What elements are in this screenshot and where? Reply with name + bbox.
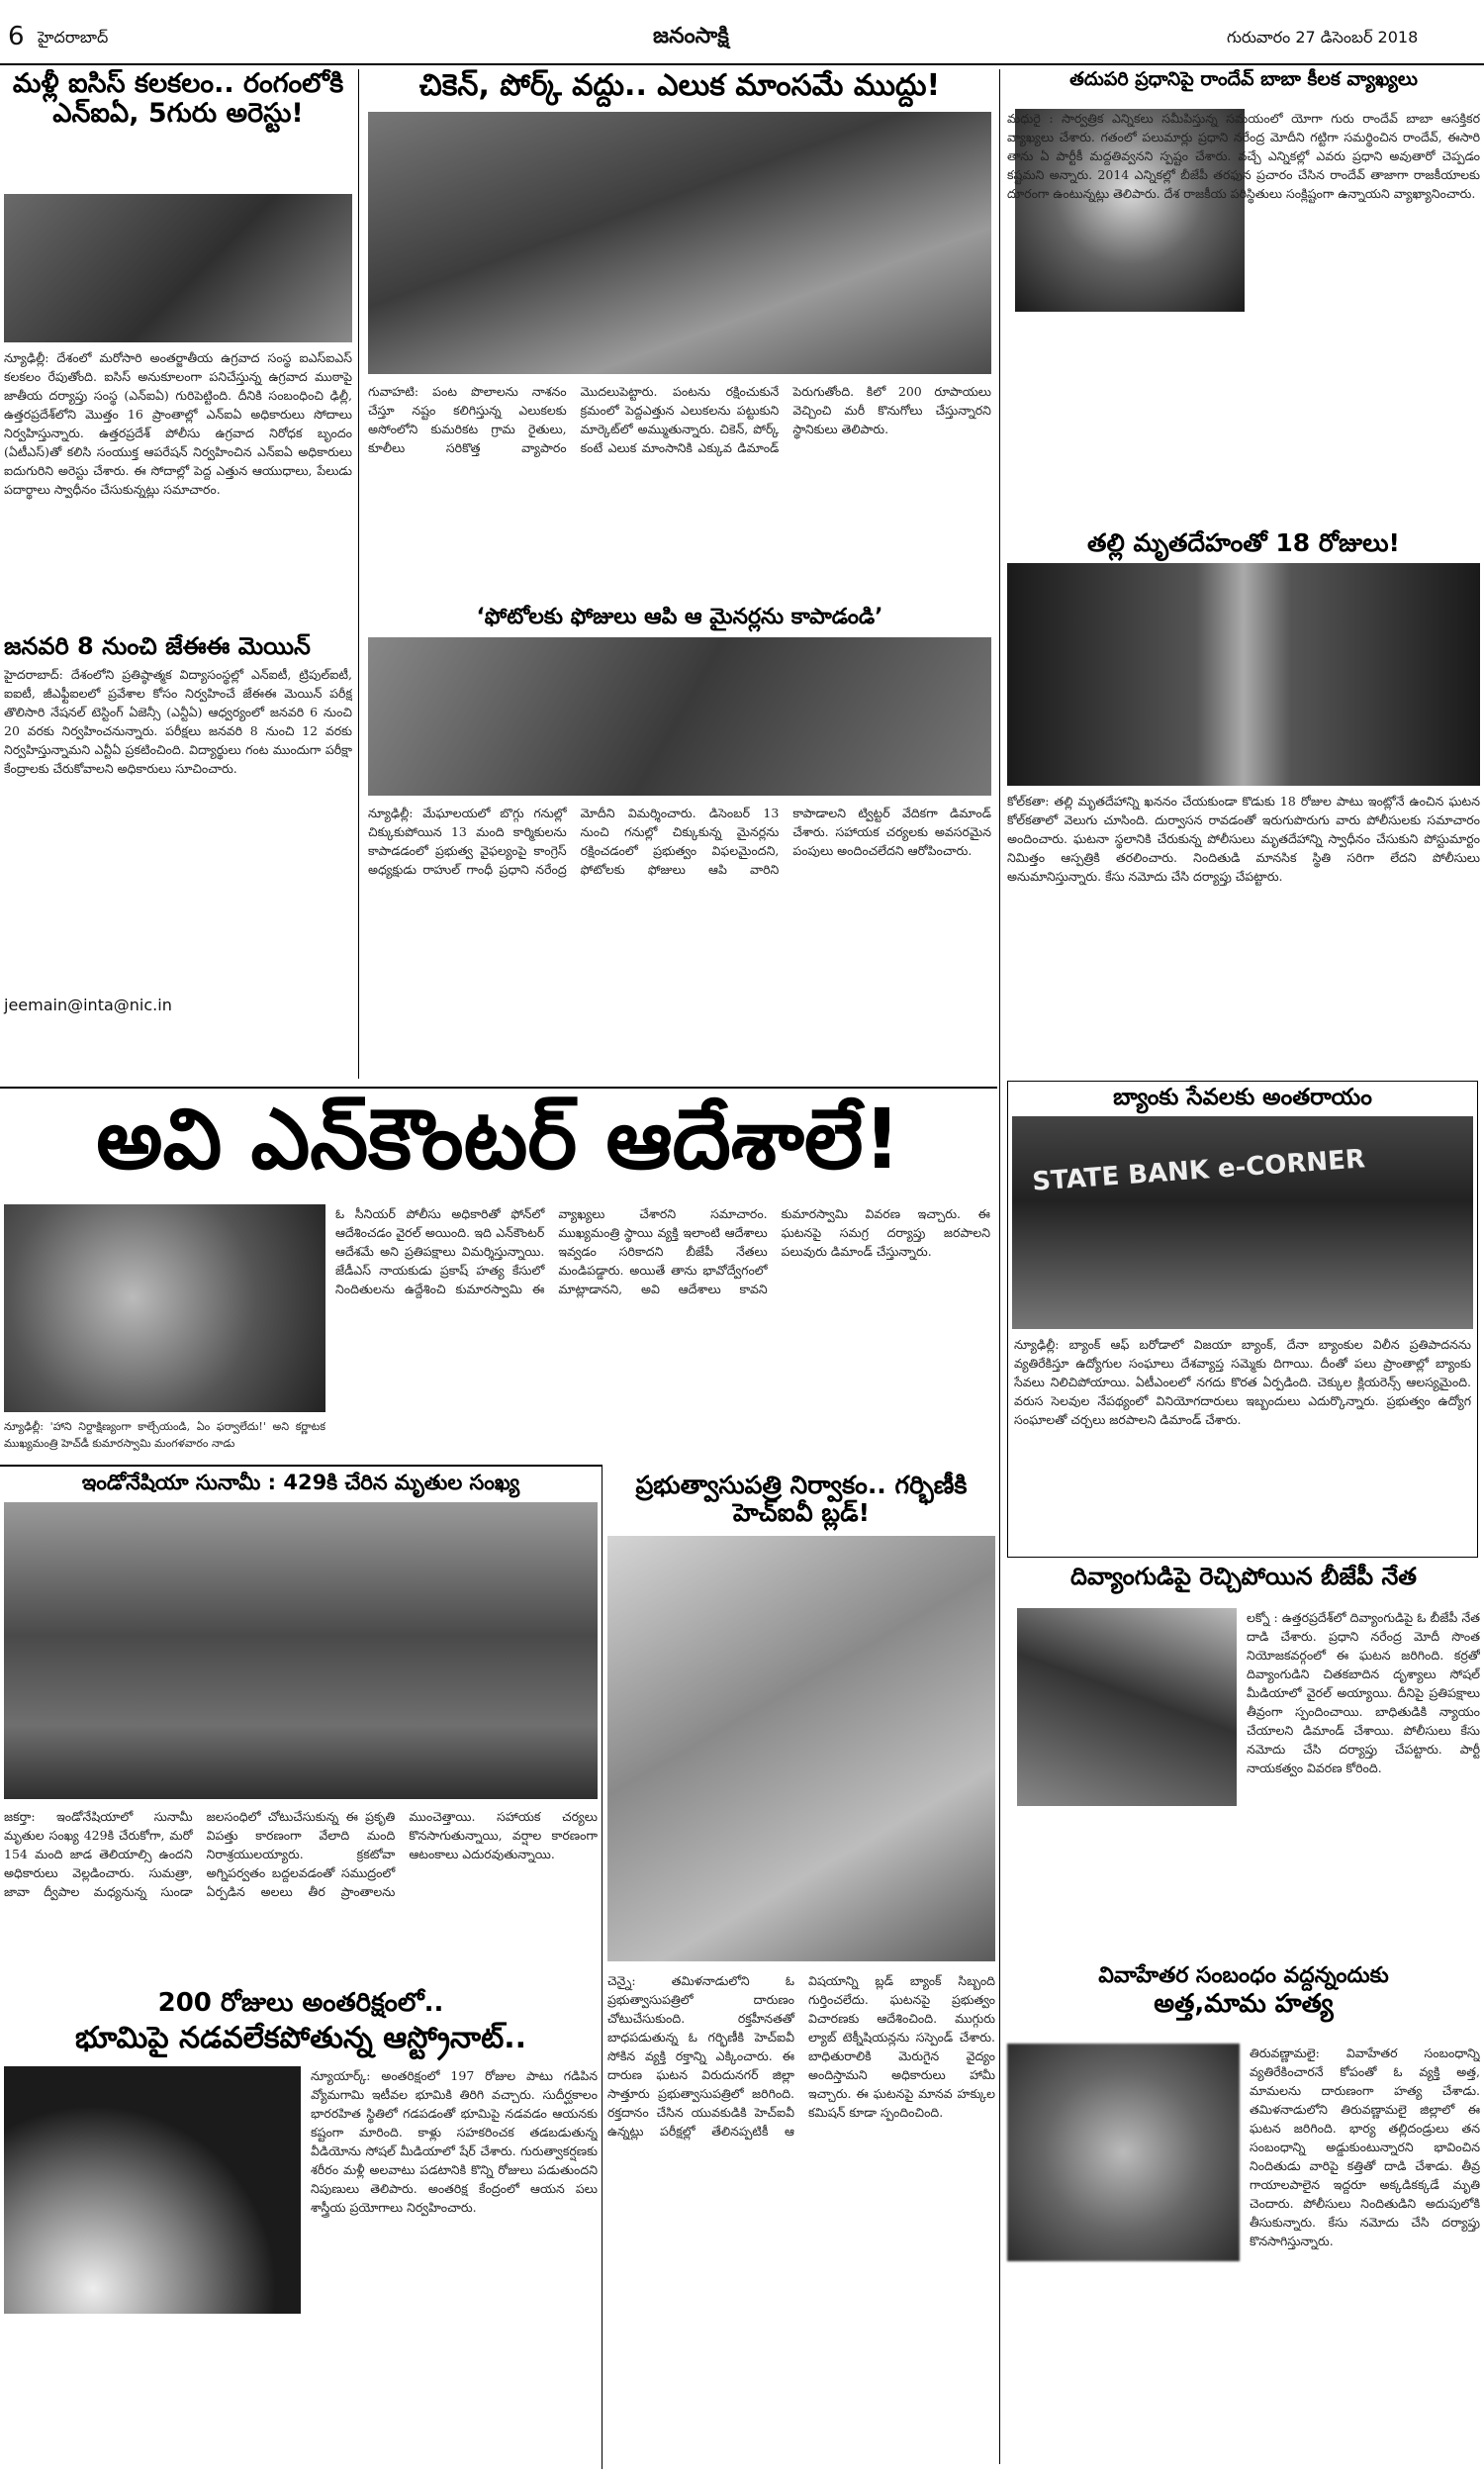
murder-photo [1007, 2044, 1240, 2261]
jee-body: హైదరాబాద్: దేశంలోని ప్రతిష్ఠాత్మక విద్యాసంస్థల్లో ఎన్ఐటీ, ట్రిపుల్ఐటీ, ఐఐటీ, జీఎఫ్టీఐలలో ప్రవేశాల కోసం నిర్వహించే జేఈఈ మెయిన్ పరీక్ష తొలిసారి నేషనల్ టెస్టింగ్ ఏజెన్సీ (ఎన్టీఏ) ఆధ్వర్యంలో జనవరి 6 నుంచి 20 వరకు నిర్వహించనున్నారు. పరీక్షలు జనవరి 8 నుంచి 12 వరకు నిర్వహిస్తున్నామని ఎన్టీఏ ప్రకటించింది. విద్యార్థులు గంట ముందుగా పరీక్షా కేంద్రాలకు చేరుకోవాలని అధికారులు సూచించారు. [4, 667, 352, 777]
hiv-body: చెన్నై: తమిళనాడులోని ఓ ప్రభుత్వాసుపత్రిలో దారుణం చోటుచేసుకుంది. రక్తహీనతతో బాధపడుతున్న ఓ గర్భిణీకి హెచ్ఐవీ సోకిన వ్యక్తి రక్తాన్ని ఎక్కించారు. ఈ దారుణ ఘటన విరుదునగర్ జిల్లా సాత్తూరు ప్రభుత్వాసుపత్రిలో జరిగింది. రక్తదానం చేసిన యువకుడికి హెచ్ఐవీ ఉన్నట్లు పరీక్షల్లో తేలినప్పటికీ ఆ విషయాన్ని బ్లడ్ బ్యాంక్ సిబ్బంది గుర్తించలేదు. ఘటనపై ప్రభుత్వం విచారణకు ఆదేశించింది. ముగ్గురు ల్యాబ్ టెక్నీషియన్లను సస్పెండ్ చేశారు. బాధితురాలికి మెరుగైన వైద్యం అందిస్తామని అధికారులు హామీ ఇచ్చారు. ఈ ఘటనపై మానవ హక్కుల కమిషన్ కూడా స్పందించింది. [607, 1973, 995, 2139]
encounter-caption: న్యూఢిల్లీ: 'హాని నిర్దాక్షిణ్యంగా కాల్చేయండి, ఏం ఫర్వాలేదు!' అని కర్ణాటక ముఖ్యమంత్రి హెచ్‌డీ కుమారస్వామి మంగళవారం నాడు [4, 1420, 325, 1450]
col-rule-3 [602, 1465, 603, 2469]
col-rule-2 [999, 69, 1000, 2464]
mother-body-article [1007, 529, 1480, 1069]
bank-photo-sign: STATE BANK e-CORNER [1031, 1144, 1366, 1198]
mother-body-body: కోల్‌కతా: తల్లి మృతదేహాన్ని ఖననం చేయకుండా కొడుకు 18 రోజుల పాటు ఇంట్లోనే ఉంచిన ఘటన కోల్‌కతాలో వెలుగు చూసింది. దుర్వాసన రావడంతో ఇరుగుపొరుగు వారు పోలీసులకు సమాచారం అందించారు. ఘటనా స్థలానికి చేరుకున్న పోలీసులు మృతదేహాన్ని స్వాధీనం చేసుకుని పోస్టుమార్టం నిమిత్తం ఆస్పత్రికి తరలించారు. నిందితుడి మానసిక స్థితి సరిగా లేదని పోలీసులు అనుమానిస్తున్నారు. కేసు నమోదు చేసి దర్యాప్తు చేపట్టారు. [1007, 793, 1480, 884]
hiv-photo [607, 1536, 995, 1961]
jee-article [4, 633, 352, 1128]
isis-body: న్యూఢిల్లీ: దేశంలో మరోసారి అంతర్జాతీయ ఉగ్రవాద సంస్థ ఐఎస్ఐఎస్ కలకలం రేపుతోంది. ఐసిస్ అనుకూలంగా పనిచేస్తున్న ఉగ్రవాద ముఠాపై జాతీయ దర్యాప్తు సంస్థ (ఎన్ఐఏ) గురిపెట్టింది. దీనికి సంబంధించి ఢిల్లీ, ఉత్తరప్రదేశ్‌లోని మొత్తం 16 ప్రాంతాల్లో ఎన్ఐఏ అధికారులు సోదాలు నిర్వహిస్తున్నారు. ఉత్తరప్రదేశ్ పోలీసు ఉగ్రవాద నిరోధక బృందం (ఏటీఎస్)తో కలిసి సంయుక్త ఆపరేషన్ నిర్వహించిన ఎన్ఐఏ అధికారులు ఐదుగురిని అరెస్టు చేశారు. ఈ సోదాల్లో పెద్ద ఎత్తున ఆయుధాలు, పేలుడు పదార్థాలు స్వాధీనం చేసుకున్నట్లు సమాచారం. [4, 350, 352, 497]
jee-headline: జనవరి 8 నుంచి జేఈఈ మెయిన్ [4, 632, 311, 660]
miners-body: న్యూఢిల్లీ: మేఘాలయలో బొగ్గు గనుల్లో చిక్కుకుపోయిన 13 మంది కార్మికులను కాపాడడంలో ప్రభుత్వ వైఫల్యంపై కాంగ్రెస్ అధ్యక్షుడు రాహుల్ గాంధీ ప్రధాని నరేంద్ర మోదీని విమర్శించారు. డిసెంబర్ 13 నుంచి గనుల్లో చిక్కుకున్న మైనర్లను రక్షించడంలో ప్రభుత్వం విఫలమైందని, ఫోటోలకు ఫోజులు ఆపి వారిని కాపాడాలని ట్విట్టర్ వేదికగా డిమాండ్ చేశారు. సహాయక చర్యలకు అవసరమైన పంపులు అందించలేదని ఆరోపించారు. [368, 806, 991, 878]
astronaut-body: న్యూయార్క్: అంతరిక్షంలో 197 రోజుల పాటు గడిపిన వ్యోమగామి ఇటీవల భూమికి తిరిగి వచ్చారు. సుదీర్ఘకాలం భారరహిత స్థితిలో గడపడంతో భూమిపై నడవడం ఆయనకు కష్టంగా మారింది. కాళ్లు సహకరించక తడబడుతున్న వీడియోను సోషల్ మీడియాలో షేర్ చేశారు. గురుత్వాకర్షణకు శరీరం మళ్లీ అలవాటు పడటానికి కొన్ని రోజులు పడుతుందని నిపుణులు తెలిపారు. అంతరిక్ష కేంద్రంలో ఆయన పలు శాస్త్రీయ ప్రయోగాలు నిర్వహించారు. [311, 2068, 598, 2215]
hiv-headline: ప్రభుత్వాసుపత్రి నిర్వాకం.. గర్భిణీకి హెచ్ఐవీ బ్లడ్! [635, 1471, 968, 1527]
tsunami-headline: ఇండోనేషియా సునామీ : 429కి చేరిన మృతుల సంఖ్య [81, 1471, 520, 1494]
astronaut-headline-2: భూమిపై నడవలేకపోతున్న ఆస్ట్రోనాట్.. [74, 2020, 527, 2055]
astronaut-photo [4, 2066, 301, 2314]
encounter-body: ఓ సీనియర్ పోలీసు అధికారితో ఫోన్‌లో ఆదేశించడం వైరల్ అయింది. ఇది ఎన్‌కౌంటర్ ఆదేశమే అని ప్రతిపక్షాలు విమర్శిస్తున్నాయి. జేడీఎస్ నాయకుడు ప్రకాష్ హత్య కేసులో నిందితులను ఉద్దేశించి కుమారస్వామి ఈ వ్యాఖ్యలు చేశారని సమాచారం. ముఖ్యమంత్రి స్థాయి వ్యక్తి ఇలాంటి ఆదేశాలు ఇవ్వడం సరికాదని బీజేపీ నేతలు మండిపడ్డారు. అయితే తాను భావోద్వేగంలో మాట్లాడానని, అవి ఆదేశాలు కావని కుమారస్వామి వివరణ ఇచ్చారు. ఈ ఘటనపై సమగ్ర దర్యాప్తు జరపాలని పలువురు డిమాండ్ చేస్తున్నారు. [335, 1206, 990, 1296]
tsunami-top-rule [0, 1465, 602, 1467]
rat-meat-headline: చికెన్, పోర్క్ వద్దు.. ఎలుక మాంసమే ముద్దు! [418, 68, 941, 103]
astronaut-headline-1: 200 రోజులు అంతరిక్షంలో.. [157, 1988, 444, 2018]
tsunami-photo [4, 1502, 598, 1799]
tsunami-body: జకర్తా: ఇండోనేషియాలో సునామీ మృతుల సంఖ్య 429కి చేరుకోగా, మరో 154 మంది జాడ తెలియాల్సి ఉందని అధికారులు వెల్లడించారు. సుమత్రా, జావా ద్వీపాల మధ్యనున్న సుండా జలసంధిలో చోటుచేసుకున్న ఈ ప్రకృతి విపత్తు కారణంగా వేలాది మంది నిరాశ్రయులయ్యారు. క్రకటోవా అగ్నిపర్వతం బద్దలవడంతో సముద్రంలో ఏర్పడిన అలలు తీర ప్రాంతాలను ముంచెత్తాయి. సహాయక చర్యలు కొనసాగుతున్నాయి, వర్షాల కారణంగా ఆటంకాలు ఎదురవుతున్నాయి. [4, 1809, 598, 1900]
miners-headline: ‘ఫోటోలకు ఫోజులు ఆపి ఆ మైనర్లను కాపాడండి’ [476, 605, 883, 629]
murder-headline-2: అత్త,మామ హత్య [1154, 1989, 1334, 2020]
bank-body: న్యూఢిల్లీ: బ్యాంక్ ఆఫ్ బరోడాలో విజయా బ్యాంక్, దేనా బ్యాంకుల విలీన ప్రతిపాదనను వ్యతిరేకిస్తూ ఉద్యోగుల సంఘాలు దేశవ్యాప్త సమ్మెకు దిగాయి. దీంతో పలు ప్రాంతాల్లో బ్యాంకు సేవలు నిలిచిపోయాయి. ఏటీఎంలలో నగదు కొరత ఏర్పడింది. చెక్కుల క్లియరెన్స్ ఆలస్యమైంది. వరుస సెలవుల నేపథ్యంలో వినియోగదారులు ఇబ్బందులు ఎదుర్కొన్నారు. ప్రభుత్వం ఉద్యోగ సంఘాలతో చర్చలు జరపాలని డిమాండ్ చేశారు. [1014, 1337, 1471, 1428]
jee-email: jeemain@inta@nic.in [4, 996, 172, 1015]
bjp-leader-photo [1017, 1608, 1237, 1806]
mother-body-headline: తల్లి మృతదేహంతో 18 రోజులు! [1087, 528, 1400, 557]
edition-label: హైదరాబాద్ [38, 28, 109, 47]
col-rule-1 [358, 69, 359, 1079]
encounter-top-rule [0, 1087, 997, 1089]
bank-article [1007, 1081, 1478, 1558]
astronaut-article [4, 1989, 598, 2469]
murder-article [1007, 1964, 1480, 2469]
encounter-headline: అవి ఎన్‌కౌంటర్ ఆదేశాలే! [96, 1091, 901, 1188]
ramdev-article [1007, 69, 1480, 524]
masthead [0, 0, 1484, 63]
murder-body: తిరువణ్ణామలై: వివాహేతర సంబంధాన్ని వ్యతిరేకించారనే కోపంతో ఓ వ్యక్తి అత్త, మామలను దారుణంగా హత్య చేశాడు. తమిళనాడులోని తిరువణ్ణామలై జిల్లాలో ఈ ఘటన జరిగింది. భార్య తల్లిదండ్రులు తన సంబంధాన్ని అడ్డుకుంటున్నారని భావించిన నిందితుడు వారిపై కత్తితో దాడి చేశాడు. తీవ్ర గాయాలపాలైన ఇద్దరూ అక్కడికక్కడే మృతి చెందారు. పోలీసులు నిందితుడిని అదుపులోకి తీసుకున్నారు. కేసు నమోదు చేసి దర్యాప్తు కొనసాగిస్తున్నారు. [1250, 2046, 1480, 2248]
isis-photo [4, 194, 352, 342]
encounter-photo [4, 1204, 325, 1412]
bjp-leader-body: లక్నో : ఉత్తరప్రదేశ్‌లో దివ్యాంగుడిపై ఓ బీజేపీ నేత దాడి చేశారు. ప్రధాని నరేంద్ర మోదీ సొంత నియోజకవర్గంలో ఈ ఘటన జరిగింది. కర్రతో దివ్యాంగుడిని చితకబాదిన దృశ్యాలు సోషల్ మీడియాలో వైరల్ అయ్యాయి. దీనిపై ప్రతిపక్షాలు తీవ్రంగా స్పందించాయి. బాధితుడికి న్యాయం చేయాలని డిమాండ్ చేశాయి. పోలీసులు కేసు నమోదు చేసి దర్యాప్తు చేపట్టారు. పార్టీ నాయకత్వం వివరణ కోరింది. [1247, 1610, 1480, 1775]
rat-meat-photo [368, 112, 991, 374]
ramdev-body: మధురై : సార్వత్రిక ఎన్నికలు సమీపిస్తున్న సమయంలో యోగా గురు రాందేవ్ బాబా ఆసక్తికర వ్యాఖ్యలు చేశారు. గతంలో పలుమార్లు ప్రధాని నరేంద్ర మోదీని గట్టిగా సమర్థించిన రాందేవ్, ఈసారి తాను ఏ పార్టీకీ మద్దతివ్వనని స్పష్టం చేశారు. వచ్చే ఎన్నికల్లో ఎవరు ప్రధాని అవుతారో చెప్పడం కష్టమని అన్నారు. 2014 ఎన్నికల్లో బీజేపీ తరఫున ప్రచారం చేసిన రాందేవ్ తాజాగా రాజకీయాలకు దూరంగా ఉంటున్నట్లు తెలిపారు. దేశ రాజకీయ పరిస్థితులు సంక్లిష్టంగా ఉన్నాయని వ్యాఖ్యానించారు. [1007, 111, 1480, 201]
tsunami-article [4, 1472, 598, 1986]
page-number: 6 [8, 22, 25, 51]
hiv-article [607, 1472, 995, 2466]
masthead-rule [0, 63, 1484, 65]
bank-headline: బ్యాంకు సేవలకు అంతరాయం [1113, 1085, 1372, 1110]
ramdev-headline: తదుపరి ప్రధానిపై రాందేవ్ బాబా కీలక వ్యాఖ్యలు [1069, 68, 1418, 90]
rat-meat-article [368, 69, 991, 623]
bank-photo [1012, 1116, 1473, 1329]
encounter-article [4, 1091, 993, 1460]
date-line: గురువారం 27 డిసెంబర్ 2018 [1227, 28, 1419, 47]
murder-headline-1: వివాహేతర సంబంధం వద్దన్నందుకు [1098, 1963, 1389, 1988]
rat-meat-body: గువాహటి: పంట పొలాలను నాశనం చేస్తూ నష్టం కలిగిస్తున్న ఎలుకలకు అసోంలోని కుమరికట గ్రామ రైతులు, కూలీలు సరికొత్త వ్యాపారం మొదలుపెట్టారు. పంటను రక్షించుకునే క్రమంలో పెద్దఎత్తున ఎలుకలను పట్టుకుని మార్కెట్‌లో అమ్ముతున్నారు. చికెన్, పోర్క్ కంటే ఎలుక మాంసానికి ఎక్కువ డిమాండ్ పెరుగుతోంది. కిలో 200 రూపాయలు వెచ్చించి మరీ కొనుగోలు చేస్తున్నారని స్థానికులు తెలిపారు. [368, 384, 991, 455]
paper-name: జనంసాక్షి [653, 24, 729, 48]
miners-article [368, 606, 991, 1081]
miners-photo [368, 637, 991, 796]
bjp-leader-article [1007, 1564, 1480, 1959]
bjp-leader-headline: దివ్యాంగుడిపై రెచ్చిపోయిన బీజేపీ నేత [1070, 1563, 1417, 1590]
mother-body-photo [1007, 563, 1480, 786]
isis-headline: మళ్లీ ఐసిస్ కలకలం.. రంగంలోకి ఎన్ఐఏ, 5గురు అరెస్టు! [12, 69, 344, 129]
isis-article [4, 69, 352, 623]
